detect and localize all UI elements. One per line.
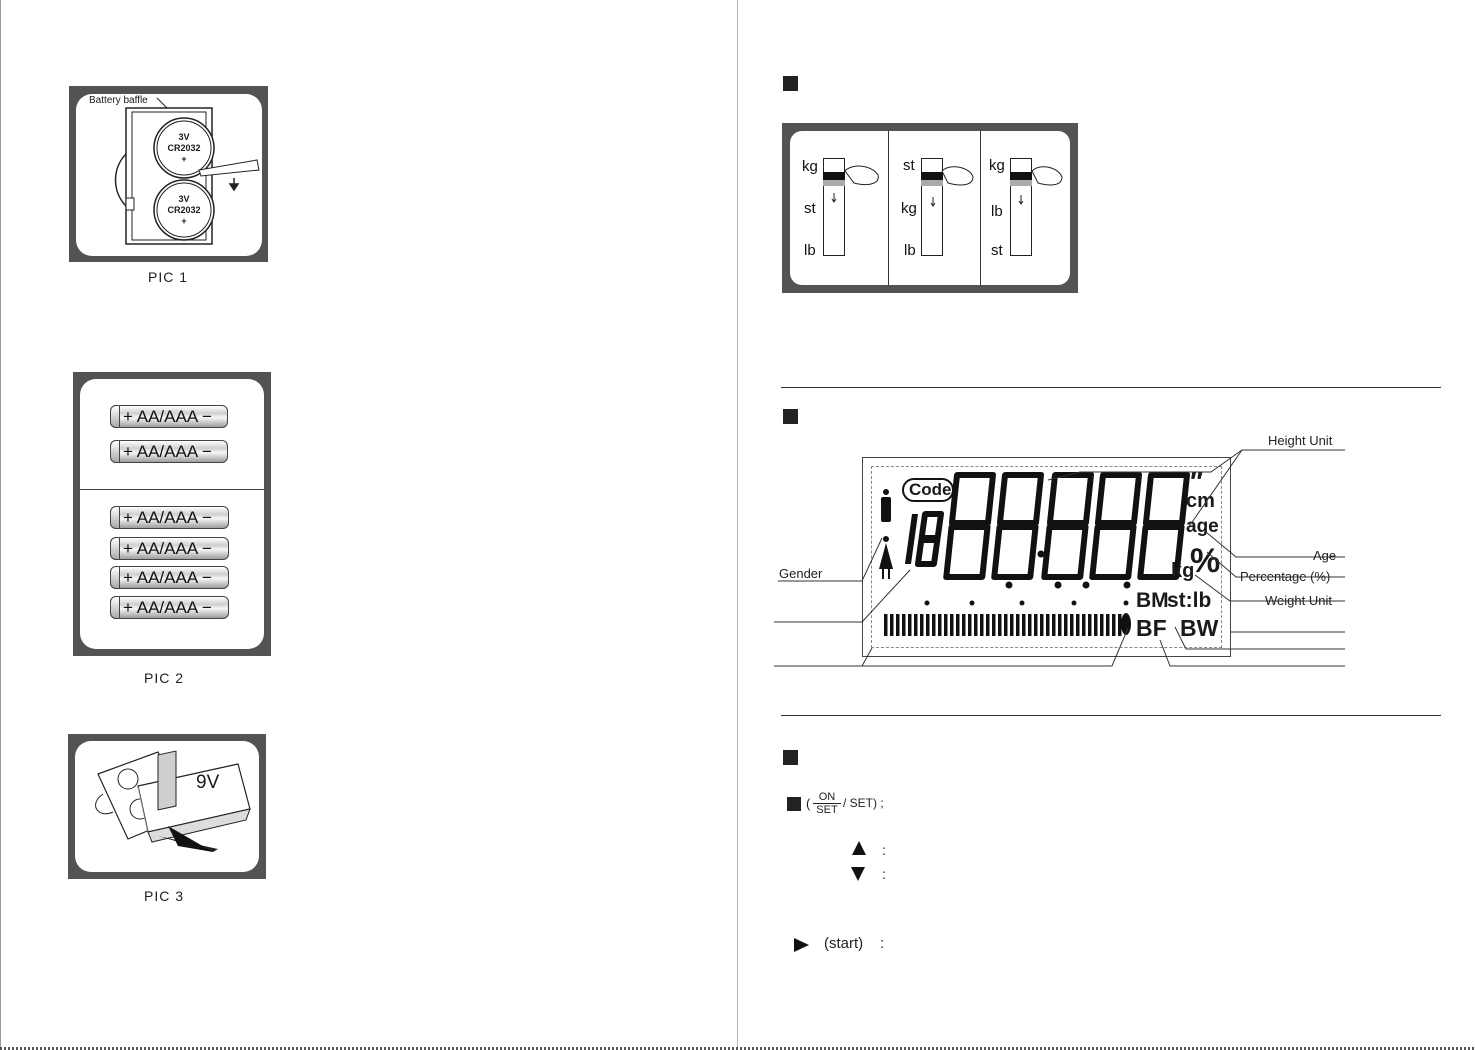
- cell-bottom-model: CR2032: [167, 205, 201, 215]
- section-divider: [781, 715, 1441, 716]
- aa-battery: + AA/AAA −: [110, 440, 228, 463]
- paren-open: (: [806, 796, 811, 811]
- cell-bottom-voltage: 3V: [178, 194, 190, 204]
- lcd-kg-symbol: kg: [1171, 560, 1195, 582]
- down-colon: :: [882, 866, 886, 882]
- pic1-caption: PIC 1: [148, 269, 189, 285]
- pic3-caption: PIC 3: [144, 888, 185, 904]
- lcd-age-symbol: age: [1186, 516, 1219, 537]
- pic1-figure: [69, 86, 268, 262]
- switch-knobs: [782, 123, 1078, 293]
- play-icon: [794, 938, 809, 952]
- up-arrow-icon: [852, 841, 866, 855]
- page-fold: [737, 0, 738, 1050]
- cell-bottom-polarity: +: [181, 216, 187, 226]
- cell-top-polarity: +: [181, 154, 187, 164]
- section-marker: [783, 409, 798, 424]
- switch-knob-b: [921, 167, 973, 206]
- unit-label: st: [903, 157, 915, 174]
- coin-cell-compartment: [69, 86, 268, 262]
- lcd-stlb-symbol: st:lb: [1167, 589, 1212, 612]
- cell-top-model: CR2032: [167, 143, 201, 153]
- section-marker: [783, 750, 798, 765]
- unit-label: kg: [802, 158, 818, 175]
- aa-battery: + AA/AAA −: [110, 566, 229, 589]
- switch-knob-a: [823, 166, 878, 202]
- aa-battery: + AA/AAA −: [110, 537, 229, 560]
- fraction: [813, 791, 841, 816]
- lcd-code-label: Code: [909, 480, 952, 499]
- callout-height-unit: Height Unit: [1268, 433, 1333, 448]
- unit-label: st: [991, 242, 1003, 259]
- on-label: ON: [813, 791, 841, 804]
- lcd-cm-symbol: cm: [1186, 490, 1215, 512]
- aa-battery: + AA/AAA −: [110, 596, 229, 619]
- section-divider: [781, 387, 1441, 388]
- callout-percentage: Percentage (%): [1240, 569, 1331, 584]
- unit-label: lb: [804, 242, 816, 259]
- cell-top-voltage: 3V: [178, 132, 190, 142]
- set-label: SET: [816, 804, 838, 816]
- pic2-caption: PIC 2: [144, 670, 185, 686]
- cell-top-label: [165, 132, 203, 165]
- up-colon: :: [882, 842, 886, 858]
- lcd-bw-symbol: BW: [1180, 615, 1219, 641]
- page-edge: [0, 0, 1, 1050]
- unit-label: lb: [991, 203, 1003, 220]
- callout-weight-unit: Weight Unit: [1265, 593, 1332, 608]
- unit-label: kg: [901, 200, 917, 217]
- callout-gender: Gender: [779, 566, 823, 581]
- start-colon: :: [880, 935, 885, 952]
- button-square-icon: [787, 797, 801, 811]
- lcd-percent-symbol: %: [1190, 542, 1221, 580]
- on-set-suffix: / SET) ;: [843, 796, 884, 810]
- start-label: (start): [824, 935, 864, 952]
- pic2-figure: [73, 372, 271, 656]
- battery-baffle-label: Battery baffle: [89, 95, 148, 106]
- aa-battery: + AA/AAA −: [110, 405, 228, 428]
- nine-volt-label: 9V: [196, 772, 220, 793]
- lcd-inch-symbol: ": [1188, 466, 1203, 499]
- switch-knob-c: [1010, 167, 1062, 204]
- lcd-bm-symbol: BM: [1136, 589, 1169, 612]
- nine-volt-battery-icon: [68, 734, 266, 879]
- lcd-callout-lines: [770, 430, 1360, 680]
- pic3-figure: [68, 734, 266, 879]
- aa-battery: + AA/AAA −: [110, 506, 229, 529]
- unit-label: kg: [989, 157, 1005, 174]
- lcd-bf-symbol: BF: [1136, 615, 1167, 641]
- unit-label: lb: [904, 242, 916, 259]
- unit-label: st: [804, 200, 816, 217]
- section-marker: [783, 76, 798, 91]
- down-arrow-icon: [851, 867, 865, 881]
- callout-age: Age: [1313, 548, 1337, 563]
- cell-bottom-label: [165, 194, 203, 227]
